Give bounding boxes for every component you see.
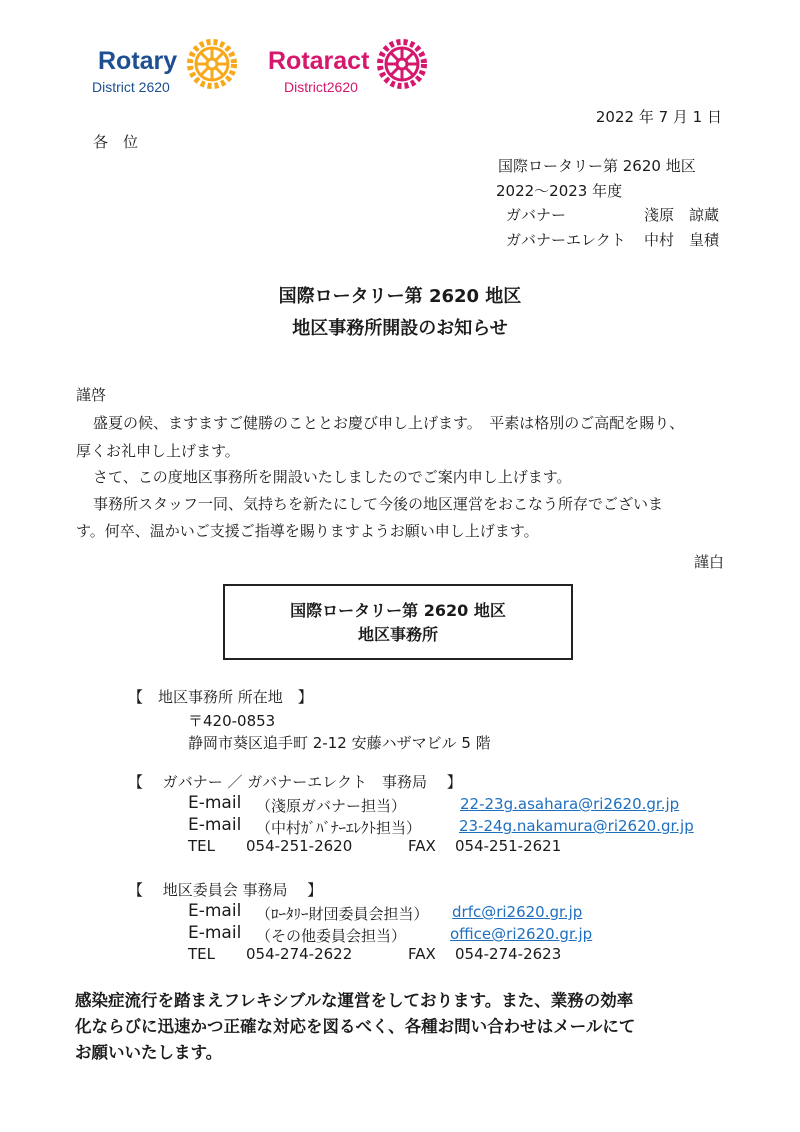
drfc-email-link[interactable]: drfc@ri2620.gr.jp: [452, 903, 583, 921]
body-paragraph-2: さて、この度地区事務所を開設いたしましたのでご案内申し上げます。: [93, 468, 572, 486]
governor-name: 淺原 諒蔵: [644, 206, 720, 224]
fax-label: FAX: [408, 837, 436, 855]
email-label: E-mail: [188, 815, 242, 835]
office-email-link[interactable]: office@ri2620.gr.jp: [450, 925, 593, 943]
governor-office-heading: 【 ガバナー ／ ガバナーエレクト 事務局 】: [128, 773, 462, 791]
rotary-district-text: District 2620: [92, 79, 170, 95]
page-title-line1: 国際ロータリー第 2620 地区: [278, 286, 522, 307]
body-paragraph-3b: す。何卒、温かいご支援ご指導を賜りますようお願い申し上げます。: [76, 522, 539, 540]
email-note: （淺原ガバナー担当）: [256, 797, 407, 815]
body-paragraph-1b: 厚くお礼申し上げます。: [76, 442, 240, 460]
rotary-wheel-icon: [186, 38, 238, 90]
notice-line1: 感染症流行を踏まえフレキシブルな運営をしております。また、業務の効率: [75, 991, 634, 1010]
tel-label: TEL: [188, 837, 215, 855]
notice-line3: お願いいたします。: [75, 1043, 223, 1062]
body-paragraph-1a: 盛夏の候、ますますご健勝のこととお慶び申し上げます。 平素は格別のご高配を賜り、: [93, 414, 685, 432]
email-note: （中村ｶﾞﾊﾞﾅｰｴﾚｸﾄ担当）: [256, 819, 422, 837]
notice-line2: 化ならびに迅速かつ正確な対応を図るべく、各種お問い合わせはメールにて: [75, 1017, 636, 1036]
governor-email-link[interactable]: 22-23g.asahara@ri2620.gr.jp: [460, 795, 680, 813]
fax-label: FAX: [408, 945, 436, 963]
body-paragraph-3a: 事務所スタッフ一同、気持ちを新たにして今後の地区運営をおこなう所存でございま: [93, 495, 664, 513]
page-title-line2: 地区事務所開設のお知らせ: [292, 318, 508, 339]
address: 静岡市葵区追手町 2-12 安藤ハザマビル 5 階: [188, 734, 491, 752]
closing: 謹白: [693, 553, 724, 571]
email-label: E-mail: [188, 923, 242, 943]
email-label: E-mail: [188, 793, 242, 813]
email-note: （ﾛｰﾀﾘｰ財団委員会担当）: [256, 905, 429, 923]
email-label: E-mail: [188, 901, 242, 921]
salutation: 謹啓: [76, 386, 107, 404]
location-heading: 【 地区事務所 所在地 】: [128, 688, 313, 706]
rotaract-logo-text: Rotaract: [268, 47, 370, 75]
rotaract-wheel-icon: [376, 38, 428, 90]
sender-org: 国際ロータリー第 2620 地区: [498, 157, 696, 175]
rotary-logo-text: Rotary: [98, 47, 178, 75]
postal-code: 〒420-0853: [188, 712, 276, 730]
rotaract-district-text: District2620: [284, 79, 358, 95]
elect-email-link[interactable]: 23-24g.nakamura@ri2620.gr.jp: [459, 817, 694, 835]
committee-office-heading: 【 地区委員会 事務局 】: [128, 881, 323, 899]
email-note: （その他委員会担当）: [256, 927, 407, 945]
office-title-line1: 国際ロータリー第 2620 地区: [290, 601, 506, 620]
office-title-line2: 地区事務所: [357, 625, 438, 644]
tel-number: 054-251-2620: [246, 837, 353, 855]
tel-label: TEL: [188, 945, 215, 963]
elect-name: 中村 皇積: [644, 231, 720, 249]
tel-number: 054-274-2622: [246, 945, 353, 963]
governor-role: ガバナー: [506, 206, 567, 224]
fax-number: 054-251-2621: [455, 837, 562, 855]
sender-term: 2022～2023 年度: [496, 182, 623, 200]
addressee: 各 位: [93, 133, 139, 151]
document-date: 2022 年 7 月 1 日: [595, 108, 722, 126]
fax-number: 054-274-2623: [455, 945, 562, 963]
elect-role: ガバナーエレクト: [506, 231, 626, 249]
office-title-box: [223, 584, 573, 660]
